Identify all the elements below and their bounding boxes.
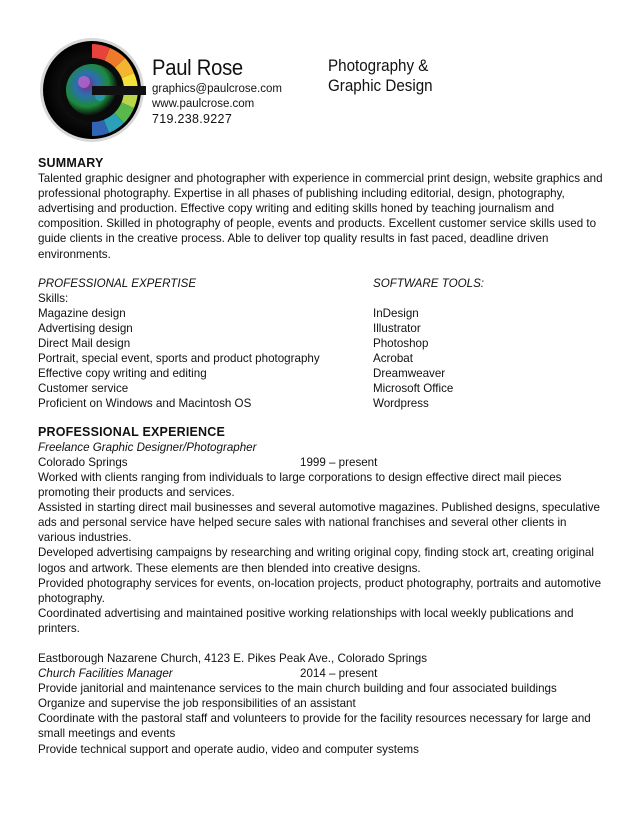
website-text: www.paulcrose.com	[152, 98, 255, 110]
job-location: Colorado Springs	[38, 455, 128, 469]
experience-heading: PROFESSIONAL EXPERIENCE	[38, 424, 226, 439]
expertise-column	[38, 276, 368, 412]
skill-item: Magazine design	[38, 306, 126, 320]
tagline-line-1: Photography &	[328, 57, 429, 75]
skills-section	[38, 276, 604, 411]
job-dates: 2014 – present	[300, 667, 378, 681]
skill-item: Direct Mail design	[38, 337, 131, 351]
software-item: InDesign	[373, 306, 419, 320]
software-item: Dreamweaver	[373, 367, 446, 381]
software-item: Illustrator	[373, 321, 421, 335]
software-item: Acrobat	[373, 352, 413, 366]
job-duty: Provide janitorial and maintenance services to the main church building and four associated buildings	[38, 682, 557, 696]
job-duty: Developed advertising campaigns by researching and writing original copy, finding stock art, creating original logos and artwork. These elements are then blended into creative designs.	[38, 546, 594, 575]
camera-lens-logo-icon	[38, 36, 146, 144]
software-heading: SOFTWARE TOOLS:	[373, 276, 485, 290]
software-item: Photoshop	[373, 336, 429, 350]
contact-info	[152, 82, 282, 127]
phone-text: 719.238.9227	[152, 112, 233, 126]
skill-item: Portrait, special event, sports and product photography	[38, 352, 320, 366]
job-duty: Coordinate with the pastoral staff and volunteers to provide for the facility resources necessary for large and small meetings and events	[38, 712, 591, 741]
tagline	[328, 56, 433, 96]
job-title: Freelance Graphic Designer/Photographer	[38, 440, 257, 454]
job-duty: Coordinated advertising and maintained positive working relationships with local weekly publications and printers.	[38, 606, 574, 635]
summary-heading: SUMMARY	[38, 156, 104, 170]
job-duty: Assisted in starting direct mail businesses and several automotive magazines. Published designs, speculative ads and personal service have helped secure sales with national franchises and several other clients in various industries.	[38, 501, 600, 545]
job-duty: Provided photography services for events, on-location projects, product photography, portraits and automotive photography.	[38, 576, 602, 605]
employer-line: Eastborough Nazarene Church, 4123 E. Pikes Peak Ave., Colorado Springs	[38, 651, 428, 665]
tagline-line-2: Graphic Design	[328, 77, 433, 95]
summary-text: Talented graphic designer and photographer with experience in commercial print design, website graphics and professional photography. Expertise in all phases of publishing including editorial, design, photography, advertising and production. Effective copy writing and editing skills honed by teaching journalism and composition. Skilled in photography of people, events and products. Excellent customer service skills used to guide clients in the creative process. Able to deliver top quality results in fast paced, deadline driven environments.	[38, 172, 603, 261]
software-column	[373, 276, 593, 412]
software-item: Microsoft Office	[373, 382, 454, 396]
job-duty: Provide technical support and operate audio, video and computer systems	[38, 742, 419, 756]
skills-label: Skills:	[38, 291, 69, 305]
job-duty: Organize and supervise the job responsibilities of an assistant	[38, 697, 356, 711]
experience-section	[38, 425, 604, 757]
job-location-dates	[38, 455, 604, 470]
skill-item: Customer service	[38, 382, 129, 396]
job-title-dates	[38, 666, 604, 681]
job-dates: 1999 – present	[300, 455, 378, 469]
job-duty: Worked with clients ranging from individuals to large corporations to design effective direct mail pieces promoting their products and services.	[38, 470, 562, 500]
email-text: graphics@paulcrose.com	[152, 83, 282, 95]
job-title: Church Facilities Manager	[38, 667, 173, 681]
person-name: Paul Rose	[152, 55, 243, 80]
skill-item: Effective copy writing and editing	[38, 367, 207, 381]
skill-item: Proficient on Windows and Macintosh OS	[38, 397, 252, 411]
skill-item: Advertising design	[38, 321, 133, 335]
resume-body	[38, 156, 604, 757]
expertise-heading: PROFESSIONAL EXPERTISE	[38, 276, 197, 290]
software-item: Wordpress	[373, 397, 429, 411]
